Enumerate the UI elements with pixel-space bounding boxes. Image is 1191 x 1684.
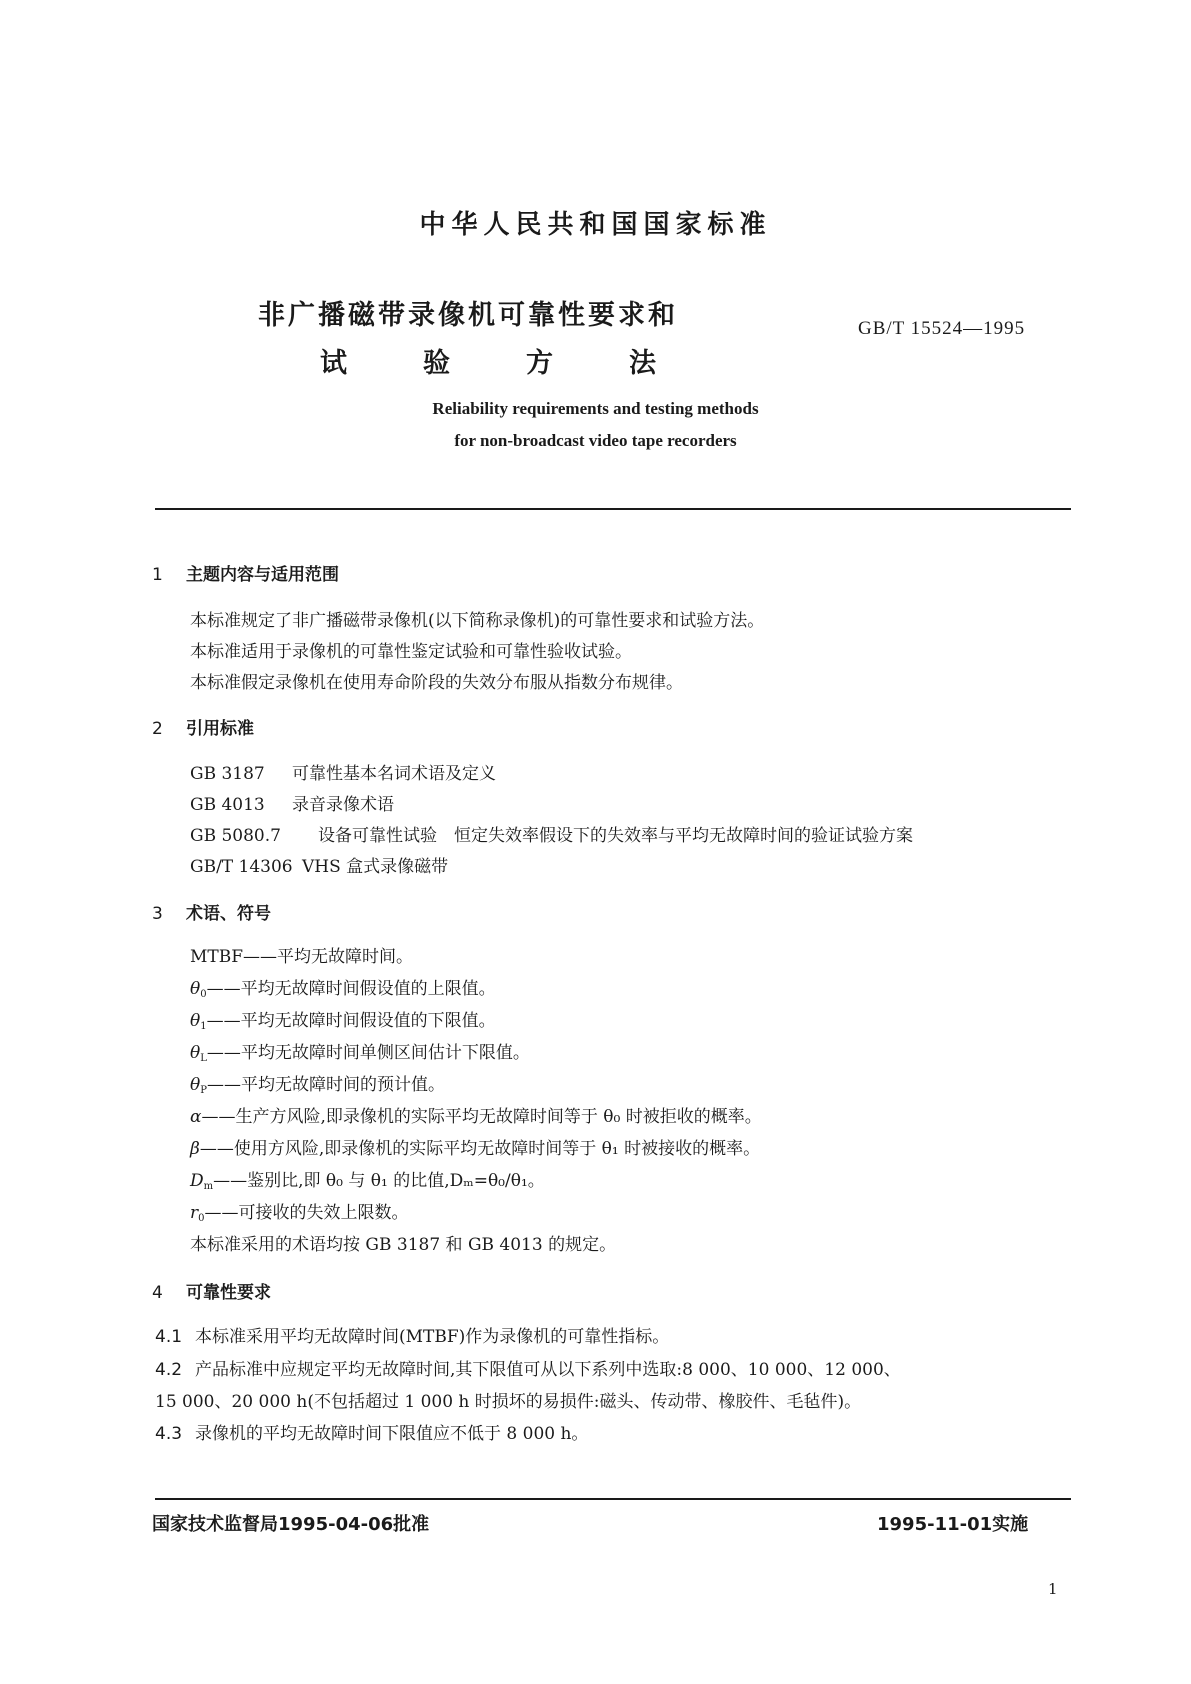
- national-standard-title: 中华人民共和国国家标准: [419, 210, 772, 240]
- approval-date: 国家技术监督局1995-04-06批准: [152, 1514, 430, 1535]
- term-dash: ——: [213, 1171, 248, 1191]
- reference-code: GB 3187: [190, 764, 265, 784]
- section-heading-3: [152, 899, 271, 924]
- term-dash: ——: [243, 947, 278, 967]
- section-heading-1: [152, 560, 339, 585]
- term-text: 可接收的失效上限数。: [238, 1203, 409, 1223]
- paragraph: 本标准规定了非广播磁带录像机(以下简称录像机)的可靠性要求和试验方法。: [190, 611, 765, 631]
- reference-item: [190, 790, 394, 815]
- term-subscript: P: [200, 1085, 207, 1096]
- clause-continuation: 15 000、20 000 h(不包括超过 1 000 h 时损坏的易损件:磁头、传动带、橡胶件、毛毡件)。: [155, 1392, 862, 1412]
- clause-text: 录像机的平均无故障时间下限值应不低于 8 000 h。: [195, 1424, 589, 1444]
- section-number: 1: [152, 565, 163, 585]
- clause-number: 4.2: [155, 1360, 183, 1380]
- term-dash: ——: [201, 1107, 236, 1127]
- term-definition: [190, 1102, 762, 1127]
- reference-title: VHS 盒式录像磁带: [302, 857, 449, 877]
- term-text: 生产方风险,即录像机的实际平均无故障时间等于 θ₀ 时被拒收的概率。: [235, 1107, 762, 1127]
- term-definition: [190, 1134, 760, 1159]
- section-number: 4: [152, 1283, 163, 1303]
- section-heading-2: [152, 714, 254, 739]
- section-title: 引用标准: [186, 719, 254, 739]
- section-number: 3: [152, 904, 163, 924]
- term-subscript: 0: [198, 1213, 205, 1224]
- term-text: 平均无故障时间假设值的上限值。: [240, 979, 496, 999]
- header-divider: [155, 508, 1071, 510]
- term-subscript: 1: [200, 1021, 207, 1032]
- section-title: 术语、符号: [186, 904, 271, 924]
- term-text: 使用方风险,即录像机的实际平均无故障时间等于 θ₁ 时被接收的概率。: [233, 1139, 761, 1159]
- clause: [155, 1322, 669, 1347]
- clause: [155, 1419, 588, 1444]
- section-heading-4: [152, 1278, 271, 1303]
- term-dash: ——: [206, 1043, 241, 1063]
- section-title: 可靠性要求: [186, 1283, 271, 1303]
- reference-code: GB 4013: [190, 795, 265, 815]
- term-subscript: L: [200, 1053, 207, 1064]
- term-definition: [190, 974, 496, 1000]
- effective-date: 1995-11-01实施: [877, 1514, 1029, 1535]
- paragraph: 本标准采用的术语均按 GB 3187 和 GB 4013 的规定。: [190, 1235, 617, 1255]
- term-dash: ——: [204, 1203, 239, 1223]
- section-number: 2: [152, 719, 163, 739]
- paragraph: 本标准适用于录像机的可靠性鉴定试验和可靠性验收试验。: [190, 642, 632, 662]
- reference-item: [190, 821, 913, 846]
- term-symbol: β: [190, 1139, 200, 1159]
- reference-code: GB 5080.7: [190, 826, 281, 846]
- term-text: 平均无故障时间的预计值。: [240, 1075, 445, 1095]
- term-symbol: r: [190, 1203, 199, 1223]
- reference-item: [190, 759, 496, 784]
- term-text: 平均无故障时间假设值的下限值。: [240, 1011, 496, 1031]
- document-title-cn-line-2: 试验方法: [320, 348, 732, 379]
- document-title-en-line-1: Reliability requirements and testing methods: [432, 399, 759, 418]
- term-text: 鉴别比,即 θ₀ 与 θ₁ 的比值,Dₘ=θ₀/θ₁。: [247, 1171, 545, 1191]
- term-symbol: MTBF: [190, 947, 244, 967]
- clause-text: 本标准采用平均无故障时间(MTBF)作为录像机的可靠性指标。: [195, 1327, 670, 1347]
- term-definition: [190, 1038, 530, 1064]
- term-dash: ——: [206, 1011, 241, 1031]
- term-subscript: 0: [200, 989, 207, 1000]
- term-symbol: θ: [190, 1011, 201, 1031]
- term-dash: ——: [199, 1139, 234, 1159]
- section-title: 主题内容与适用范围: [186, 565, 339, 585]
- term-symbol: D: [190, 1171, 204, 1191]
- term-text: 平均无故障时间。: [277, 947, 414, 967]
- term-text: 平均无故障时间单侧区间估计下限值。: [240, 1043, 530, 1063]
- reference-title: 录音录像术语: [292, 795, 394, 815]
- reference-title: 设备可靠性试验 恒定失效率假设下的失效率与平均无故障时间的验证试验方案: [318, 826, 913, 846]
- term-dash: ——: [206, 1075, 241, 1095]
- term-definition: [190, 1166, 545, 1192]
- term-subscript: m: [203, 1181, 214, 1192]
- document-title-cn-line-1: 非广播磁带录像机可靠性要求和: [258, 300, 678, 331]
- term-symbol: θ: [190, 1043, 201, 1063]
- term-symbol: θ: [190, 1075, 201, 1095]
- term-definition: [190, 1006, 496, 1032]
- reference-item: [190, 852, 448, 877]
- clause-text: 产品标准中应规定平均无故障时间,其下限值可从以下系列中选取:8 000、10 000、12 000、: [195, 1360, 901, 1380]
- term-definition: [190, 942, 413, 967]
- term-dash: ——: [206, 979, 241, 999]
- term-definition: [190, 1198, 409, 1224]
- document-title-en-line-2: for non-broadcast video tape recorders: [454, 431, 737, 450]
- term-symbol: θ: [190, 979, 201, 999]
- clause-number: 4.1: [155, 1327, 183, 1347]
- standard-number: GB/T 15524—1995: [858, 318, 1026, 339]
- reference-code: GB/T 14306: [190, 857, 293, 877]
- clause: [155, 1355, 901, 1380]
- term-symbol: α: [190, 1107, 202, 1127]
- clause-number: 4.3: [155, 1424, 183, 1444]
- reference-title: 可靠性基本名词术语及定义: [292, 764, 496, 784]
- page-number: 1: [1048, 1580, 1058, 1598]
- paragraph: 本标准假定录像机在使用寿命阶段的失效分布服从指数分布规律。: [190, 673, 683, 693]
- footer-divider: [155, 1498, 1071, 1500]
- term-definition: [190, 1070, 445, 1096]
